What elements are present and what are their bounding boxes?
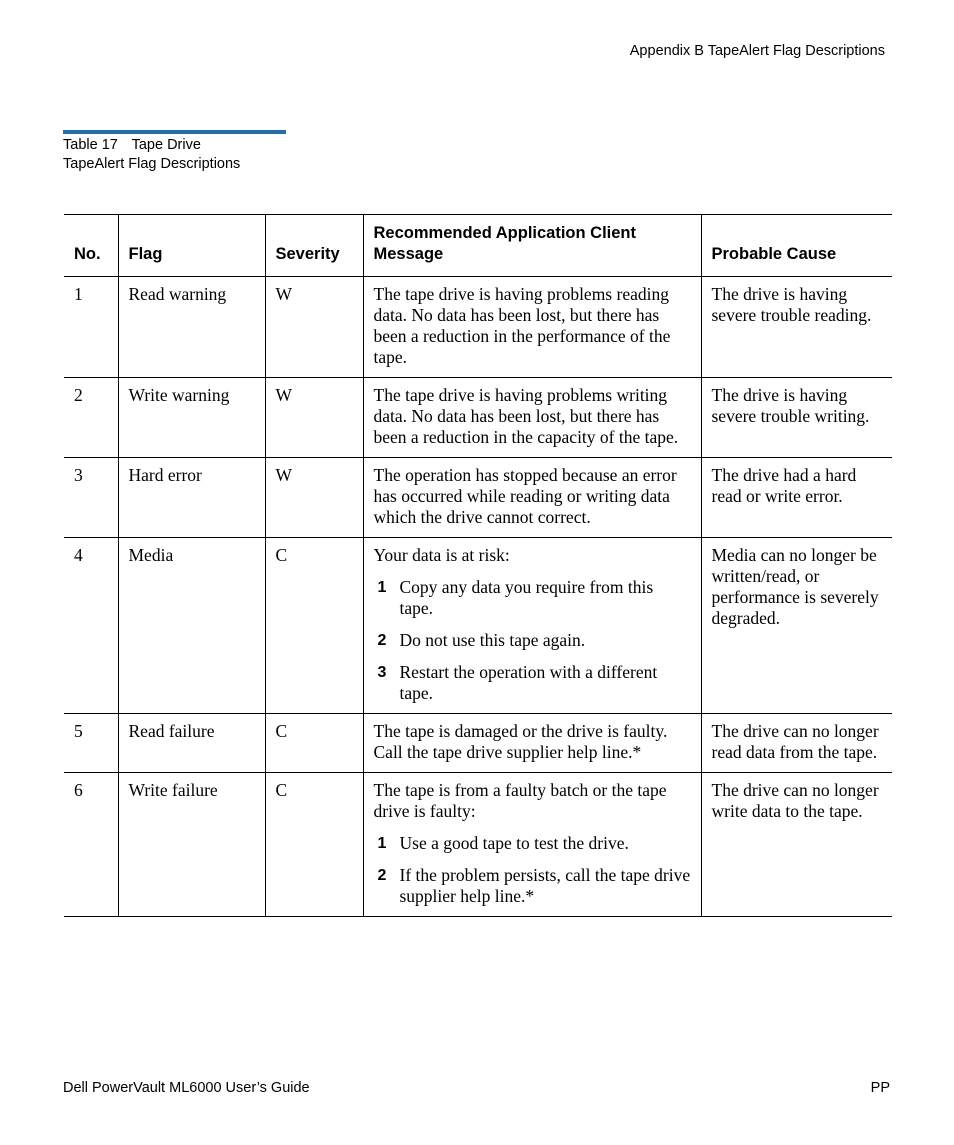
cell-no: 3 — [64, 458, 118, 538]
caption-title-line-2: TapeAlert Flag Descriptions — [63, 156, 241, 172]
cell-severity: C — [265, 714, 363, 773]
table-header-row — [64, 215, 892, 277]
table-row — [64, 277, 892, 378]
message-text: The tape is damaged or the drive is faulty. Call the tape drive supplier help line.* — [373, 721, 668, 762]
table-row — [64, 773, 892, 917]
caption-line-1 — [63, 136, 240, 155]
header-no: No. — [64, 215, 118, 277]
footer-page-number: PP — [870, 1080, 890, 1096]
step-item — [374, 630, 691, 651]
cell-flag: Media — [118, 538, 265, 714]
table-row — [64, 538, 892, 714]
step-text: Use a good tape to test the drive. — [399, 833, 629, 853]
tapealert-flags-table — [64, 214, 892, 917]
cell-flag: Read failure — [118, 714, 265, 773]
header-probable-cause: Probable Cause — [701, 215, 892, 277]
cell-flag: Hard error — [118, 458, 265, 538]
cell-severity: W — [265, 378, 363, 458]
caption-accent-bar — [63, 130, 286, 134]
step-text: If the problem persists, call the tape drive supplier help line.* — [399, 865, 691, 906]
step-text: Do not use this tape again. — [399, 630, 586, 650]
cell-severity: C — [265, 538, 363, 714]
header-message: Recommended Application Client Message — [363, 215, 701, 277]
running-head: Appendix B TapeAlert Flag Descriptions — [629, 43, 885, 59]
footer-guide-title: Dell PowerVault ML6000 User’s Guide — [63, 1080, 310, 1096]
cell-message — [363, 378, 701, 458]
caption-title-line-1: Tape Drive — [131, 137, 201, 153]
cell-probable-cause: The drive had a hard read or write error. — [701, 458, 892, 538]
cell-probable-cause: The drive can no longer read data from the tape. — [701, 714, 892, 773]
cell-severity: W — [265, 458, 363, 538]
cell-severity: W — [265, 277, 363, 378]
cell-probable-cause: The drive can no longer write data to the tape. — [701, 773, 892, 917]
step-list — [374, 833, 691, 907]
step-number: 2 — [377, 867, 387, 884]
cell-flag: Read warning — [118, 277, 265, 378]
table-row — [64, 458, 892, 538]
cell-no: 4 — [64, 538, 118, 714]
cell-flag: Write warning — [118, 378, 265, 458]
cell-probable-cause: The drive is having severe trouble writing. — [701, 378, 892, 458]
table-row — [64, 714, 892, 773]
step-text: Restart the operation with a different tape. — [399, 662, 658, 703]
table-caption — [63, 136, 240, 174]
step-number: 1 — [377, 835, 387, 852]
message-text: The tape is from a faulty batch or the tape drive is faulty: — [373, 780, 667, 821]
message-text: The operation has stopped because an error has occurred while reading or writing data which the drive cannot correct. — [373, 465, 677, 527]
cell-severity: C — [265, 773, 363, 917]
step-item — [374, 865, 691, 907]
step-item — [374, 833, 691, 854]
header-flag: Flag — [118, 215, 265, 277]
step-number: 2 — [377, 632, 387, 649]
table-row — [64, 378, 892, 458]
message-text: Your data is at risk: — [373, 545, 510, 565]
step-item — [374, 577, 691, 619]
cell-message — [363, 458, 701, 538]
step-text: Copy any data you require from this tape. — [399, 577, 654, 618]
cell-flag: Write failure — [118, 773, 265, 917]
cell-no: 5 — [64, 714, 118, 773]
caption-number: Table 17 — [63, 137, 118, 153]
cell-message — [363, 714, 701, 773]
step-number: 3 — [377, 664, 387, 681]
step-item — [374, 662, 691, 704]
step-list — [374, 577, 691, 704]
cell-message — [363, 538, 701, 714]
cell-no: 2 — [64, 378, 118, 458]
cell-probable-cause: The drive is having severe trouble reading. — [701, 277, 892, 378]
cell-probable-cause: Media can no longer be written/read, or performance is severely degraded. — [701, 538, 892, 714]
cell-message — [363, 773, 701, 917]
table-body — [64, 277, 892, 917]
step-number: 1 — [377, 579, 387, 596]
message-text: The tape drive is having problems reading data. No data has been lost, but there has been a reduction in the performance of the tape. — [373, 284, 671, 367]
cell-message — [363, 277, 701, 378]
cell-no: 1 — [64, 277, 118, 378]
message-text: The tape drive is having problems writing data. No data has been lost, but there has been a reduction in the capacity of the tape. — [373, 385, 679, 447]
header-severity: Severity — [265, 215, 363, 277]
cell-no: 6 — [64, 773, 118, 917]
